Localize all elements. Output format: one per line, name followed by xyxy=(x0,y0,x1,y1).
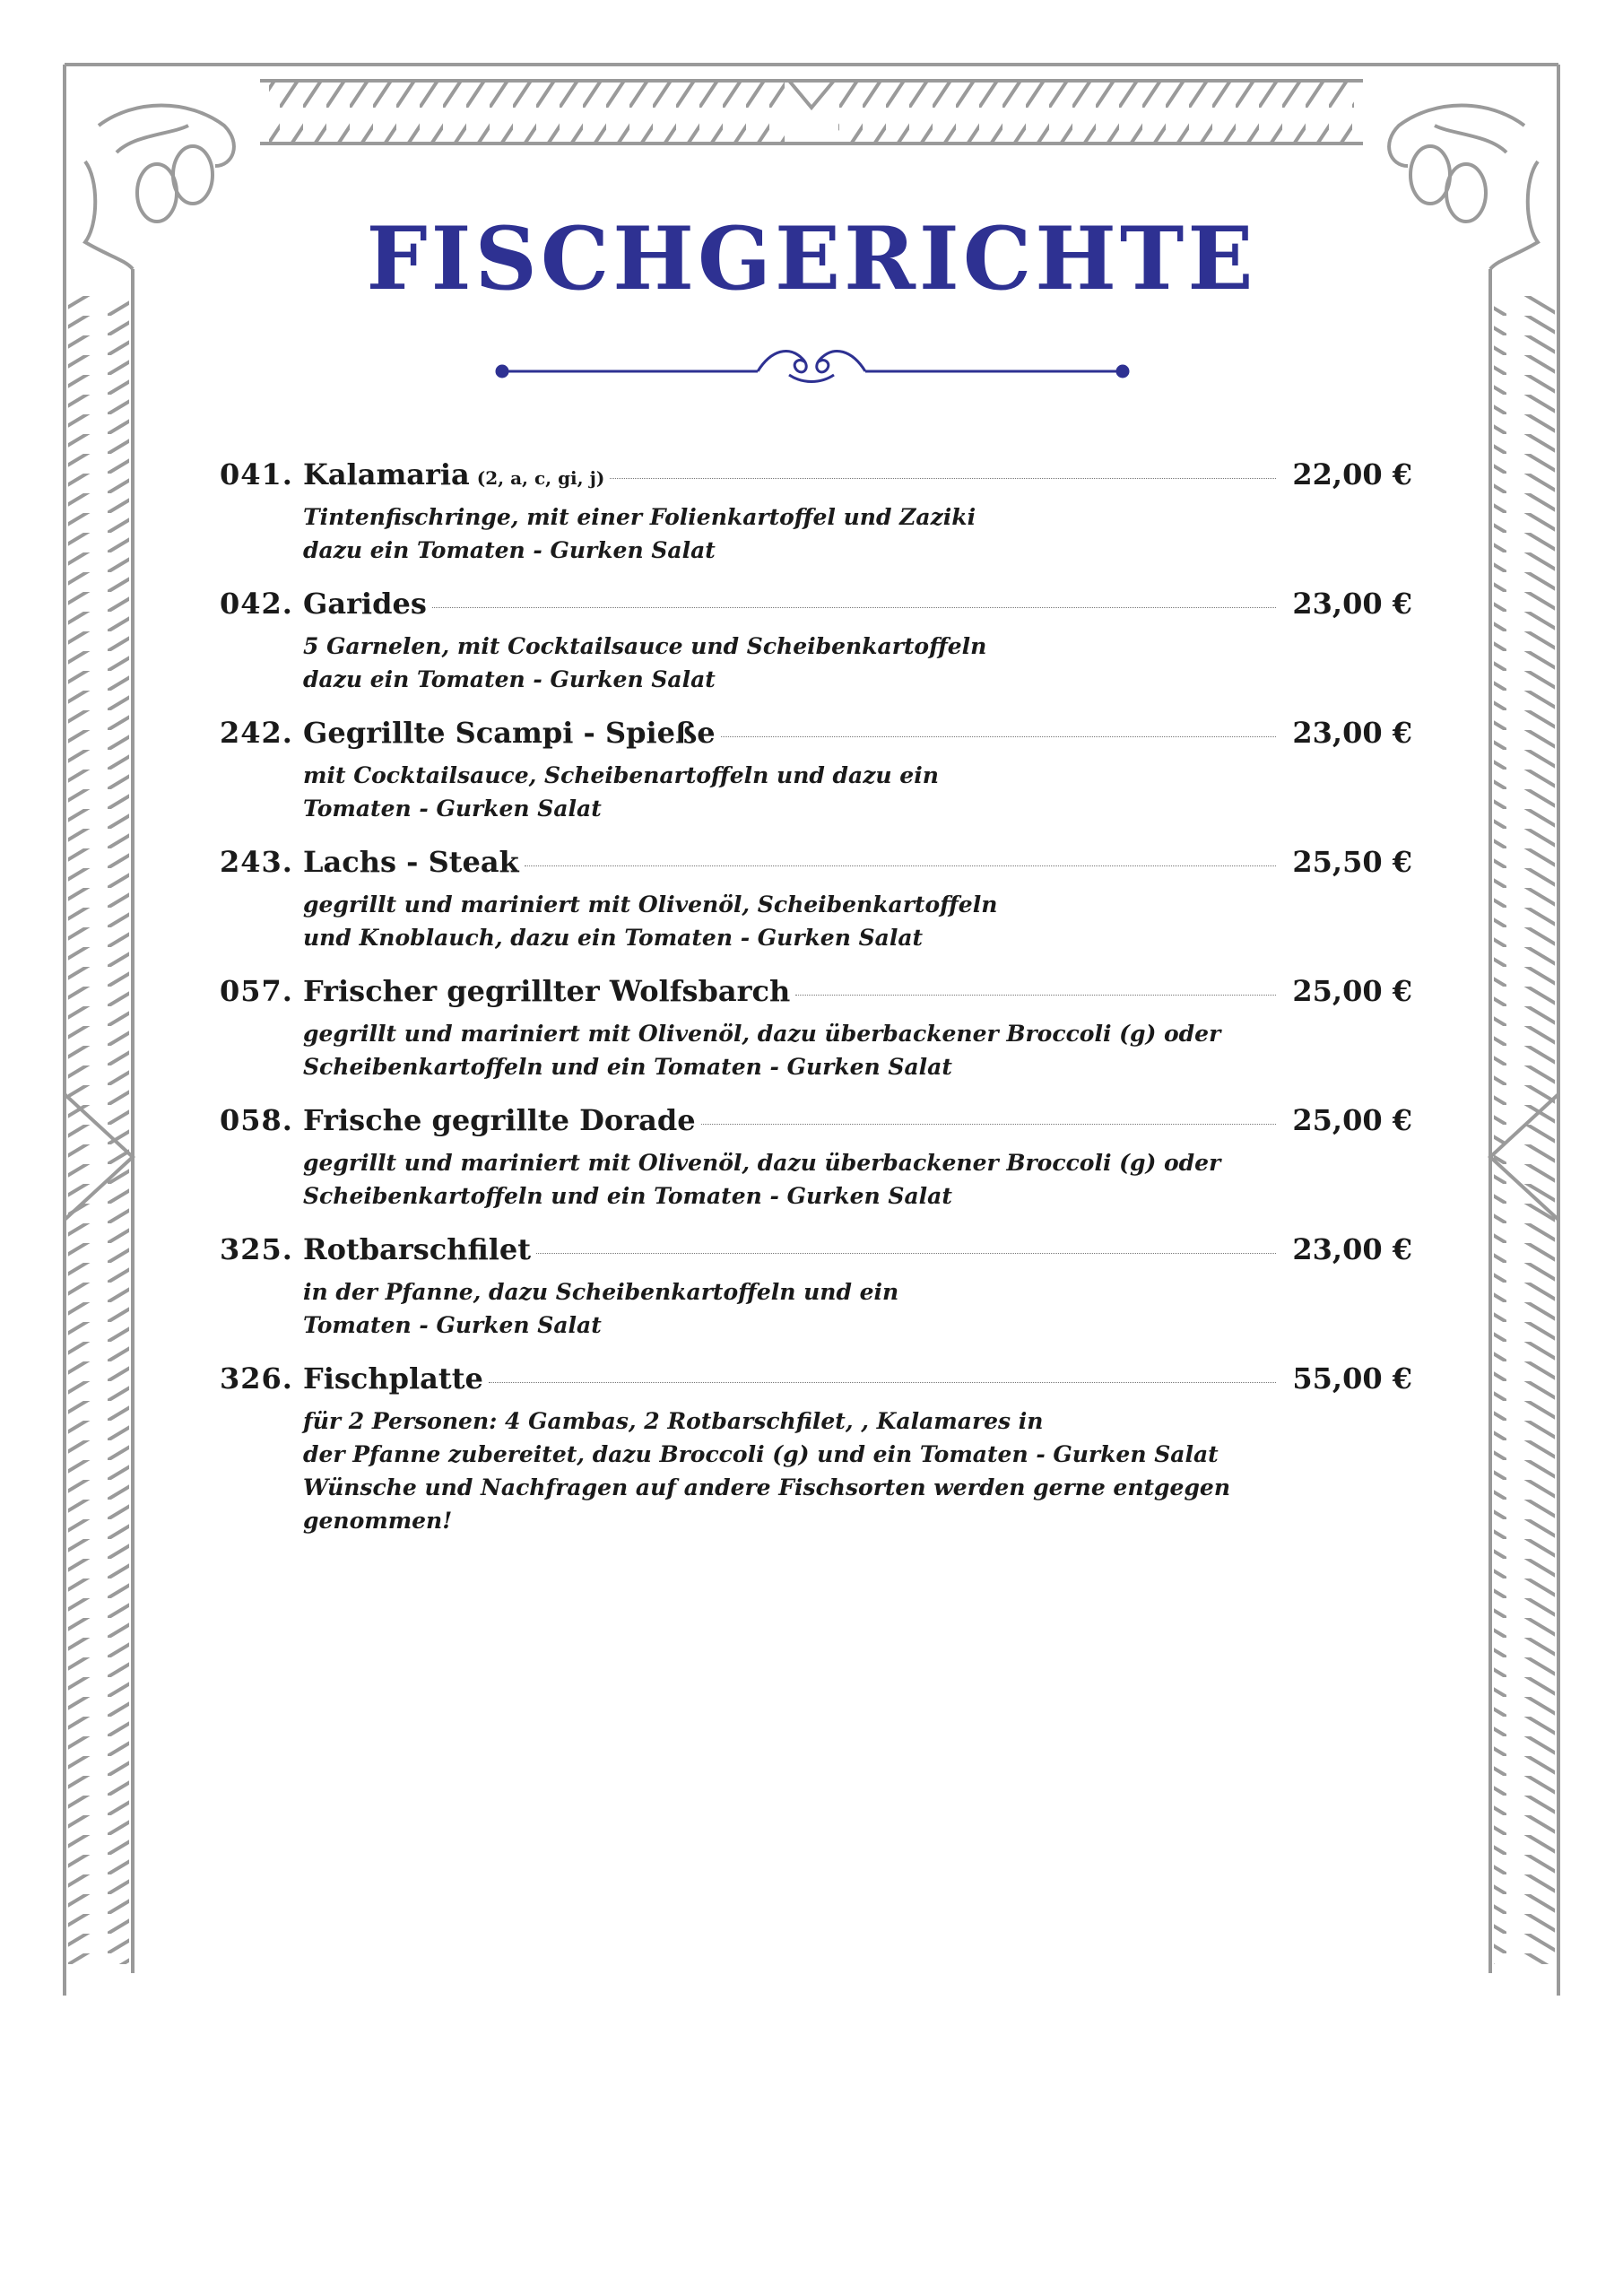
dot-leader xyxy=(701,1124,1276,1125)
item-price: 23,00 € xyxy=(1292,1232,1412,1266)
item-price: 25,00 € xyxy=(1292,974,1412,1008)
item-description xyxy=(303,630,1412,696)
description-line: gegrillt und mariniert mit Olivenöl, dazu überbackener Broccoli (g) oder xyxy=(303,1021,1221,1047)
description-line: Tomaten - Gurken Salat xyxy=(303,1312,602,1338)
description-line: Scheibenkartoffeln und ein Tomaten - Gurken Salat xyxy=(303,1183,952,1209)
menu-item xyxy=(220,716,1412,825)
menu-item-header xyxy=(220,716,1412,755)
item-description xyxy=(303,1017,1412,1083)
menu-item xyxy=(220,1361,1412,1537)
item-name: Fischplatte xyxy=(303,1361,483,1396)
menu-item-header xyxy=(220,1361,1412,1401)
menu-item xyxy=(220,1232,1412,1342)
description-line: und Knoblauch, dazu ein Tomaten - Gurken Salat xyxy=(303,925,924,951)
dot-leader xyxy=(432,607,1276,608)
item-name: Gegrillte Scampi - Spieße xyxy=(303,716,716,750)
description-line: dazu ein Tomaten - Gurken Salat xyxy=(303,537,716,563)
item-description xyxy=(303,1275,1412,1342)
page-title: FISCHGERICHTE xyxy=(366,208,1257,309)
menu-item xyxy=(220,1103,1412,1213)
menu-item xyxy=(220,587,1412,696)
description-line: für 2 Personen: 4 Gambas, 2 Rotbarschfilet, , Kalamares in xyxy=(303,1408,1044,1434)
menu-item-header xyxy=(220,587,1412,626)
item-number: 057. xyxy=(220,974,293,1008)
menu-list xyxy=(220,457,1412,1557)
item-name: Garides xyxy=(303,587,427,621)
item-price: 23,00 € xyxy=(1292,587,1412,621)
item-price: 23,00 € xyxy=(1292,716,1412,750)
item-price: 25,50 € xyxy=(1292,845,1412,879)
item-name: Kalamaria xyxy=(303,457,470,491)
dot-leader xyxy=(721,736,1276,737)
item-allergens: (2, a, c, gi, j) xyxy=(476,467,605,489)
item-number: 042. xyxy=(220,587,293,621)
menu-item xyxy=(220,974,1412,1083)
menu-item-header xyxy=(220,974,1412,1013)
description-line: der Pfanne zubereitet, dazu Broccoli (g) und ein Tomaten - Gurken Salat xyxy=(303,1441,1219,1467)
description-line: dazu ein Tomaten - Gurken Salat xyxy=(303,666,716,692)
item-name: Frische gegrillte Dorade xyxy=(303,1103,696,1137)
item-number: 242. xyxy=(220,716,293,750)
menu-item-header xyxy=(220,845,1412,884)
item-description xyxy=(303,759,1412,825)
description-line: 5 Garnelen, mit Cocktailsauce und Scheibenkartoffeln xyxy=(303,633,987,659)
item-number: 058. xyxy=(220,1103,293,1137)
item-description xyxy=(303,888,1412,954)
description-line: gegrillt und mariniert mit Olivenöl, Scheibenkartoffeln xyxy=(303,891,998,918)
dot-leader xyxy=(795,995,1276,996)
description-line: genommen! xyxy=(303,1508,453,1534)
item-name: Lachs - Steak xyxy=(303,845,519,879)
item-number: 325. xyxy=(220,1232,293,1266)
description-line: Tomaten - Gurken Salat xyxy=(303,796,602,822)
item-number: 326. xyxy=(220,1361,293,1396)
menu-item xyxy=(220,845,1412,954)
item-description xyxy=(303,1146,1412,1213)
item-description xyxy=(303,1405,1412,1537)
dot-leader xyxy=(610,478,1276,479)
description-line: gegrillt und mariniert mit Olivenöl, dazu überbackener Broccoli (g) oder xyxy=(303,1150,1221,1176)
item-description xyxy=(303,500,1412,567)
menu-item-header xyxy=(220,1232,1412,1272)
item-name: Rotbarschfilet xyxy=(303,1232,532,1266)
description-line: Tintenfischringe, mit einer Folienkartoffel und Zaziki xyxy=(303,504,976,530)
menu-item xyxy=(220,457,1412,567)
menu-item-header xyxy=(220,457,1412,497)
item-price: 22,00 € xyxy=(1292,457,1412,491)
description-line: mit Cocktailsauce, Scheibenartoffeln und dazu ein xyxy=(303,762,939,788)
item-price: 25,00 € xyxy=(1292,1103,1412,1137)
description-line: Scheibenkartoffeln und ein Tomaten - Gurken Salat xyxy=(303,1054,952,1080)
description-line: in der Pfanne, dazu Scheibenkartoffeln und ein xyxy=(303,1279,899,1305)
item-number: 041. xyxy=(220,457,293,491)
dot-leader xyxy=(489,1382,1276,1383)
dot-leader xyxy=(536,1253,1276,1254)
item-name: Frischer gegrillter Wolfsbarch xyxy=(303,974,791,1008)
dot-leader xyxy=(525,865,1276,866)
description-line: Wünsche und Nachfragen auf andere Fischsorten werden gerne entgegen xyxy=(303,1474,1231,1500)
title-divider xyxy=(497,352,1128,382)
item-price: 55,00 € xyxy=(1292,1361,1412,1396)
menu-item-header xyxy=(220,1103,1412,1143)
item-number: 243. xyxy=(220,845,293,879)
